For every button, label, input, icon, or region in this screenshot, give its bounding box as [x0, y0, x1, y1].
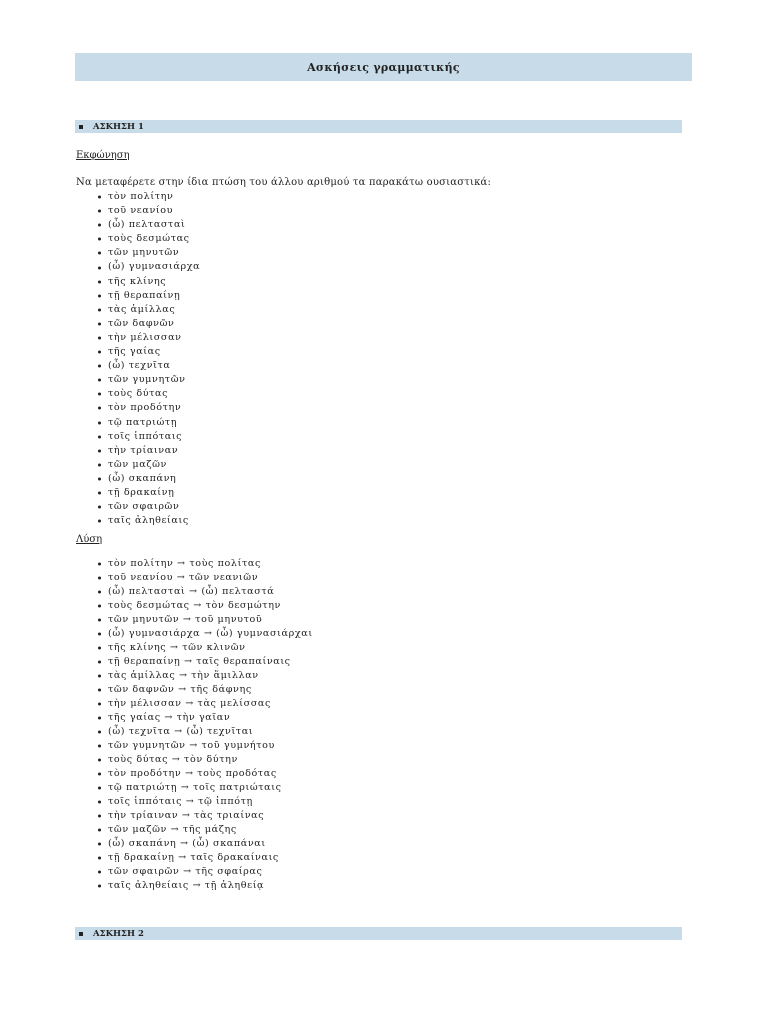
list-item: (ὦ) τεχνῖτα → (ὦ) τεχνῖται	[76, 725, 313, 739]
list-item: (ὦ) σκαπάνη	[76, 472, 200, 486]
list-item: (ὦ) πελτασταὶ	[76, 218, 200, 232]
list-item: τῆς κλίνης	[76, 275, 200, 289]
list-item: τῶν σφαιρῶν	[76, 500, 200, 514]
list-item: τοὺς δύτας → τὸν δύτην	[76, 753, 313, 767]
list-item: τῇ δρακαίνῃ	[76, 486, 200, 500]
list-item: τὴν τρίαιναν → τὰς τριαίνας	[76, 809, 313, 823]
list-item: τὴν μέλισσαν	[76, 331, 200, 345]
list-item: τοὺς δύτας	[76, 387, 200, 401]
solution-label: Λύση	[76, 534, 103, 545]
list-item: (ὦ) γυμνασιάρχα	[76, 260, 200, 274]
exercise-1-heading: ΑΣΚΗΣΗ 1	[93, 121, 144, 132]
list-item: τῶν γυμνητῶν → τοῦ γυμνήτου	[76, 739, 313, 753]
list-item: (ὦ) τεχνῖτα	[76, 359, 200, 373]
list-item: τῶν σφαιρῶν → τῆς σφαίρας	[76, 865, 313, 879]
document-title: Ασκήσεις γραμματικής	[75, 53, 692, 81]
list-item: τῆς κλίνης → τῶν κλινῶν	[76, 641, 313, 655]
exercise-2-heading-bar	[75, 927, 682, 940]
list-item: τοῦ νεανίου → τῶν νεανιῶν	[76, 571, 313, 585]
list-item: τὰς ἁμίλλας → τὴν ἅμιλλαν	[76, 669, 313, 683]
solution-list	[76, 557, 313, 893]
list-item: τῶν μηνυτῶν → τοῦ μηνυτοῦ	[76, 613, 313, 627]
list-item: (ὦ) πελτασταὶ → (ὦ) πελταστά	[76, 585, 313, 599]
list-item: (ὦ) γυμνασιάρχα → (ὦ) γυμνασιάρχαι	[76, 627, 313, 641]
list-item: ταῖς ἀληθείαις → τῇ ἀληθείᾳ	[76, 879, 313, 893]
list-item: τοὺς δεσμώτας → τὸν δεσμώτην	[76, 599, 313, 613]
list-item: τὸν πολίτην → τοὺς πολίτας	[76, 557, 313, 571]
list-item: τῷ πατριώτῃ → τοῖς πατριώταις	[76, 781, 313, 795]
exercise-1-heading-bar	[75, 120, 682, 133]
list-item: τοῖς ἱππόταις	[76, 430, 200, 444]
list-item: τῷ πατριώτῃ	[76, 416, 200, 430]
square-bullet-icon	[79, 125, 83, 129]
list-item: τῶν μαζῶν	[76, 458, 200, 472]
list-item: τὸν προδότην	[76, 401, 200, 415]
list-item: ταῖς ἀληθείαις	[76, 514, 200, 528]
exercise-2-heading: ΑΣΚΗΣΗ 2	[93, 928, 144, 939]
list-item: τοῦ νεανίου	[76, 204, 200, 218]
list-item: τὴν μέλισσαν → τὰς μελίσσας	[76, 697, 313, 711]
list-item: (ὦ) σκαπάνη → (ὦ) σκαπάναι	[76, 837, 313, 851]
list-item: τὴν τρίαιναν	[76, 444, 200, 458]
list-item: τοὺς δεσμώτας	[76, 232, 200, 246]
list-item: τῆς γαίας → τὴν γαῖαν	[76, 711, 313, 725]
list-item: τὸν πολίτην	[76, 190, 200, 204]
statement-label: Εκφώνηση	[76, 150, 130, 161]
list-item: τῶν μηνυτῶν	[76, 246, 200, 260]
list-item: τῶν δαφνῶν → τῆς δάφνης	[76, 683, 313, 697]
list-item: τῇ δρακαίνῃ → ταῖς δρακαίναις	[76, 851, 313, 865]
exercise-list	[76, 190, 200, 528]
list-item: τῶν μαζῶν → τῆς μάζης	[76, 823, 313, 837]
list-item: τὸν προδότην → τοὺς προδότας	[76, 767, 313, 781]
square-bullet-icon	[79, 932, 83, 936]
list-item: τῇ θεραπαίνῃ → ταῖς θεραπαίναις	[76, 655, 313, 669]
list-item: τῇ θεραπαίνῃ	[76, 289, 200, 303]
list-item: τῆς γαίας	[76, 345, 200, 359]
list-item: τῶν γυμνητῶν	[76, 373, 200, 387]
list-item: τῶν δαφνῶν	[76, 317, 200, 331]
list-item: τὰς ἁμίλλας	[76, 303, 200, 317]
instruction-text: Να μεταφέρετε στην ίδια πτώση του άλλου αριθμού τα παρακάτω ουσιαστικά:	[76, 177, 492, 188]
list-item: τοῖς ἱππόταις → τῷ ἱππότῃ	[76, 795, 313, 809]
